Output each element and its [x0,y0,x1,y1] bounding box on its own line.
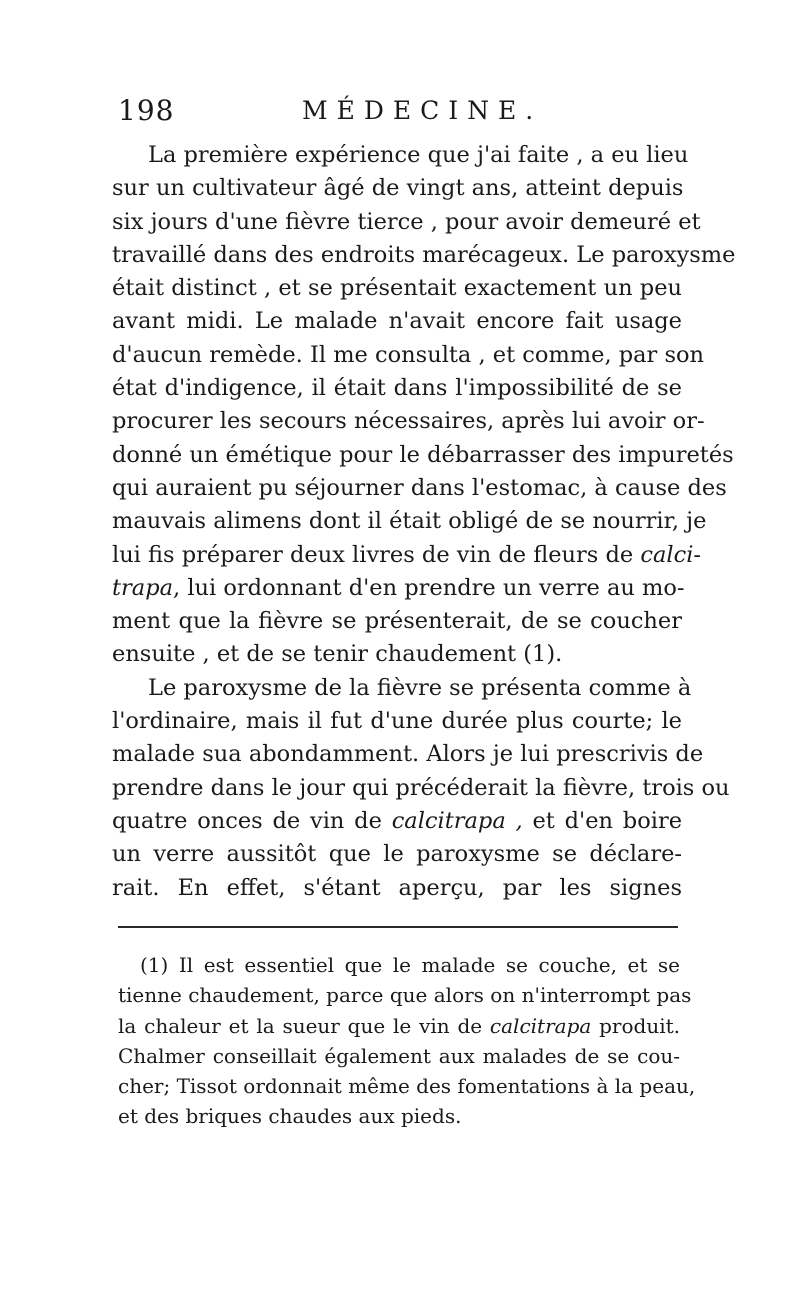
italic-term: calci- [640,541,701,568]
text-run: la chaleur et la sueur que le vin de [118,1013,483,1038]
footnote-line: tienne chaudement, parce que alors on n'interrompt pas [118,983,692,1008]
text-line: un verre aussitôt que le paroxysme se déclare- [112,841,682,868]
text-run: lui fis préparer deux livres de vin de fleurs de [112,541,634,568]
footnote-block [118,950,696,1132]
footnote-line: et des briques chaudes aux pieds. [118,1104,462,1129]
text-line: rait. En effet, s'étant aperçu, par les signes [112,874,682,901]
text-line: avant midi. Le malade n'avait encore fait usage [112,308,682,335]
running-head: MÉDECINE. [302,96,543,125]
italic-term: calcitrapa [489,1013,592,1038]
text-line: qui auraient pu séjourner dans l'estomac, à cause des [112,474,727,501]
text-line [112,805,682,838]
text-line [112,539,701,572]
text-line: d'aucun remède. Il me consulta , et comme, par son [112,341,705,368]
text-run: produit. [599,1013,681,1038]
text-line: sur un cultivateur âgé de vingt ans, atteint depuis [112,175,684,202]
text-line: mauvais alimens dont il était obligé de se nourrir, je [112,508,707,535]
page-number: 198 [118,94,175,127]
footnote-divider [118,926,678,928]
text-line: ensuite , et de se tenir chaudement (1). [112,641,563,668]
text-line: état d'indigence, il était dans l'impossibilité de se [112,375,682,402]
text-line: La première expérience que j'ai faite , a eu lieu [148,142,689,168]
text-run: , lui ordonnant d'en prendre un verre au mo- [173,574,685,601]
footnote-line: cher; Tissot ordonnait même des fomentations à la peau, [118,1074,696,1099]
text-line: Le paroxysme de la fièvre se présenta comme à [148,674,692,701]
text-line: l'ordinaire, mais il fut d'une durée plus courte; le [112,708,682,735]
text-run: quatre onces de vin de [112,807,382,834]
text-line: était distinct , et se présentait exactement un peu [112,275,682,302]
text-line: six jours d'une fièvre tierce , pour avoir demeuré et [112,208,701,235]
main-text [112,139,736,905]
text-line [112,572,685,605]
italic-term: trapa [112,574,174,601]
text-line: donné un émétique pour le débarrasser des impuretés [112,441,734,468]
italic-term: calcitrapa , [391,807,523,834]
footnote-line: Chalmer conseillait également aux malades de se cou- [118,1043,680,1068]
footnote-line: (1) Il est essentiel que le malade se couche, et se [140,953,680,977]
page-header [118,94,678,134]
text-line: procurer les secours nécessaires, après lui avoir or- [112,408,705,435]
text-line: ment que la fièvre se présenterait, de se coucher [112,608,682,635]
text-run: et d'en boire [532,807,683,834]
text-line: prendre dans le jour qui précéderait la fièvre, trois ou [112,774,730,801]
footnote-line [118,1011,680,1041]
text-line: travaillé dans des endroits marécageux. Le paroxysme [112,241,736,268]
text-line: malade sua abondamment. Alors je lui prescrivis de [112,741,704,768]
